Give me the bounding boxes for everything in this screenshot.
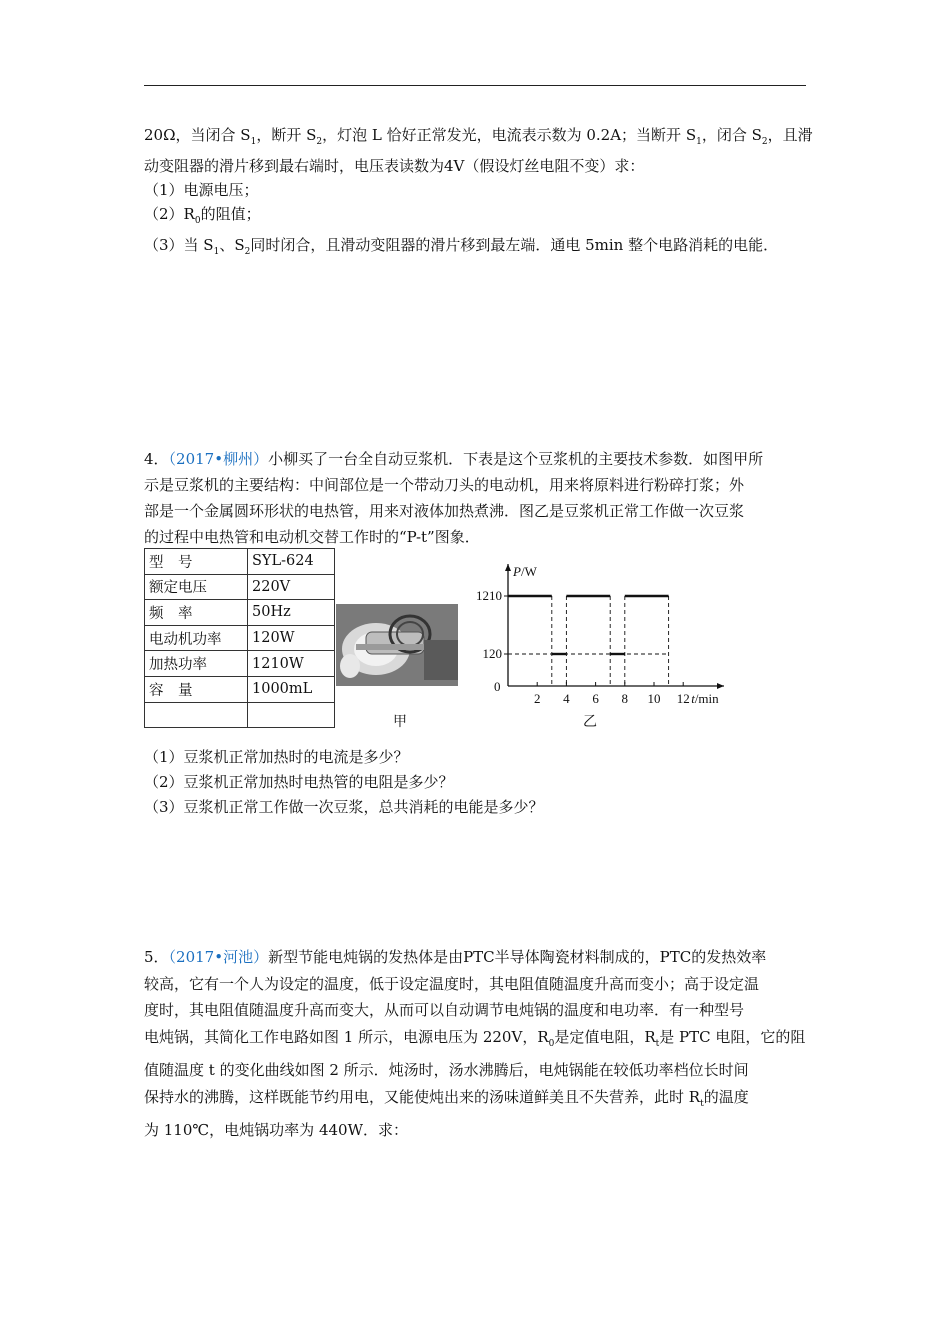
x-axis-arrow <box>717 683 724 689</box>
q5-line-7: 为 110℃，电炖锅功率为 440W．求： <box>144 1121 408 1139</box>
spec-value <box>248 702 335 728</box>
spec-value: 50Hz <box>248 600 335 626</box>
y-axis-label: P/W <box>513 564 537 579</box>
spec-value: 1210W <box>248 651 335 677</box>
q5-line-2: 较高，它有一个人为设定的温度，低于设定温度时，其电阻值随温度升高而变小；高于设定温 <box>144 974 760 993</box>
q3-line-2: 动变阻器的滑片移到最右端时，电压表读数为4V（假设灯丝电阻不变）求： <box>144 157 645 175</box>
spec-value: 120W <box>248 625 335 651</box>
q5-line-6: 保持水的沸腾，这样既能节约用电，又能使炖出来的汤味道鲜美且不失营养，此时 $R_t$的温度 <box>144 1087 749 1109</box>
header-rule <box>144 85 806 86</box>
q5-line-1: 5．（2017•河池）新型节能电炖锅的发热体是由PTC半导体陶瓷材料制成的，PTC的发热效率 <box>144 948 767 966</box>
spec-value: 220V <box>248 574 335 600</box>
spec-row <box>145 651 335 677</box>
spec-key: 电动机功率 <box>145 625 248 651</box>
q4-part-3: （3）豆浆机正常工作做一次豆浆，总共消耗的电能是多少？ <box>144 798 544 816</box>
q3-part-2: $(2)R_0$的阻值； <box>144 205 261 226</box>
q5-line-3: 度时，其电阻值随温度升高而变大，从而可以自动调节电炖锅的温度和电功率．有一种型号 <box>144 1001 745 1019</box>
q4-line-1: 4．（2017•柳州）小柳买了一台全自动豆浆机．下表是这个豆浆机的主要技术参数．如图甲所 <box>144 450 764 468</box>
x-tick-label: 2 <box>533 691 541 706</box>
y-axis-arrow <box>505 564 511 571</box>
question-3 <box>144 123 813 264</box>
spec-row <box>145 702 335 728</box>
q4-line-2: 示是豆浆机的主要结构：中间部位是一个带动刀头的电动机，用来将原料进行粉碎打浆；外 <box>144 476 745 494</box>
q3-part-3: （3）当 $S_1$、$S_2$同时闭合，且滑动变阻器的滑片移到最左端．通电 5min 整个电路消耗的电能． <box>144 236 779 257</box>
x-tick-label: 10 <box>647 691 661 706</box>
x-tick-label: 12 <box>676 691 690 706</box>
figure-a-caption: 甲 <box>393 714 407 730</box>
q3-line-1: 20Ω，当闭合 $S_1$，断开 $S_2$，灯泡 L 恰好正常发光，电流表示数为 0.2A；当断开 $S_1$，闭合 $S_2$，且滑 <box>144 126 813 147</box>
spec-row <box>145 676 335 702</box>
q5-source: （2017•河池） <box>168 948 269 966</box>
q4-source: （2017•柳州） <box>168 450 269 468</box>
machine-drawing <box>336 604 458 686</box>
q4-line-4: 的过程中电热管和电动机交替工作时的“P-t”图象． <box>144 528 480 546</box>
soymilk-machine-photo <box>336 604 458 686</box>
spec-value: 1000mL <box>248 676 335 702</box>
x-tick-label: 4 <box>563 691 570 706</box>
p-t-graph <box>462 556 742 706</box>
origin-label: 0 <box>494 679 501 694</box>
q3-part-1: （1）电源电压； <box>144 181 259 199</box>
spec-key: 型 号 <box>145 549 248 575</box>
y-tick-label: 1210 <box>476 588 502 603</box>
question-5 <box>144 944 808 1144</box>
spec-row <box>145 600 335 626</box>
spec-row <box>145 549 335 575</box>
spec-table <box>144 548 335 728</box>
spec-key: 容 量 <box>145 676 248 702</box>
spec-key: 加热功率 <box>145 651 248 677</box>
spec-key: 频 率 <box>145 600 248 626</box>
spec-row <box>145 625 335 651</box>
q5-line-5: 值随温度 t 的变化曲线如图 2 所示．炖汤时，汤水沸腾后，电炖锅能在较低功率档位长时间 <box>144 1061 749 1079</box>
spec-value: SYL-624 <box>248 549 335 575</box>
q4-part-1: （1）豆浆机正常加热时的电流是多少？ <box>144 748 409 766</box>
q4-part-2: （2）豆浆机正常加热时电热管的电阻是多少？ <box>144 773 454 791</box>
q5-line-4: 电炖锅，其简化工作电路如图 1 所示，电源电压为 220V，$R_0$是定值电阻，$R_t$是 PTC 电阻，它的阻 <box>144 1027 806 1049</box>
q4-parts <box>144 745 808 820</box>
y-tick-label: 120 <box>482 646 502 661</box>
x-tick-label: 8 <box>621 691 629 706</box>
spec-key: 额定电压 <box>145 574 248 600</box>
spec-key <box>145 702 248 728</box>
question-4 <box>144 446 808 550</box>
figure-b-caption: 乙 <box>583 714 597 730</box>
x-tick-label: 6 <box>592 691 599 706</box>
x-axis-label: t/min <box>691 691 719 706</box>
q4-line-3: 部是一个金属圆环形状的电热管，用来对液体加热煮沸．图乙是豆浆机正常工作做一次豆浆 <box>144 502 745 520</box>
spec-row <box>145 574 335 600</box>
